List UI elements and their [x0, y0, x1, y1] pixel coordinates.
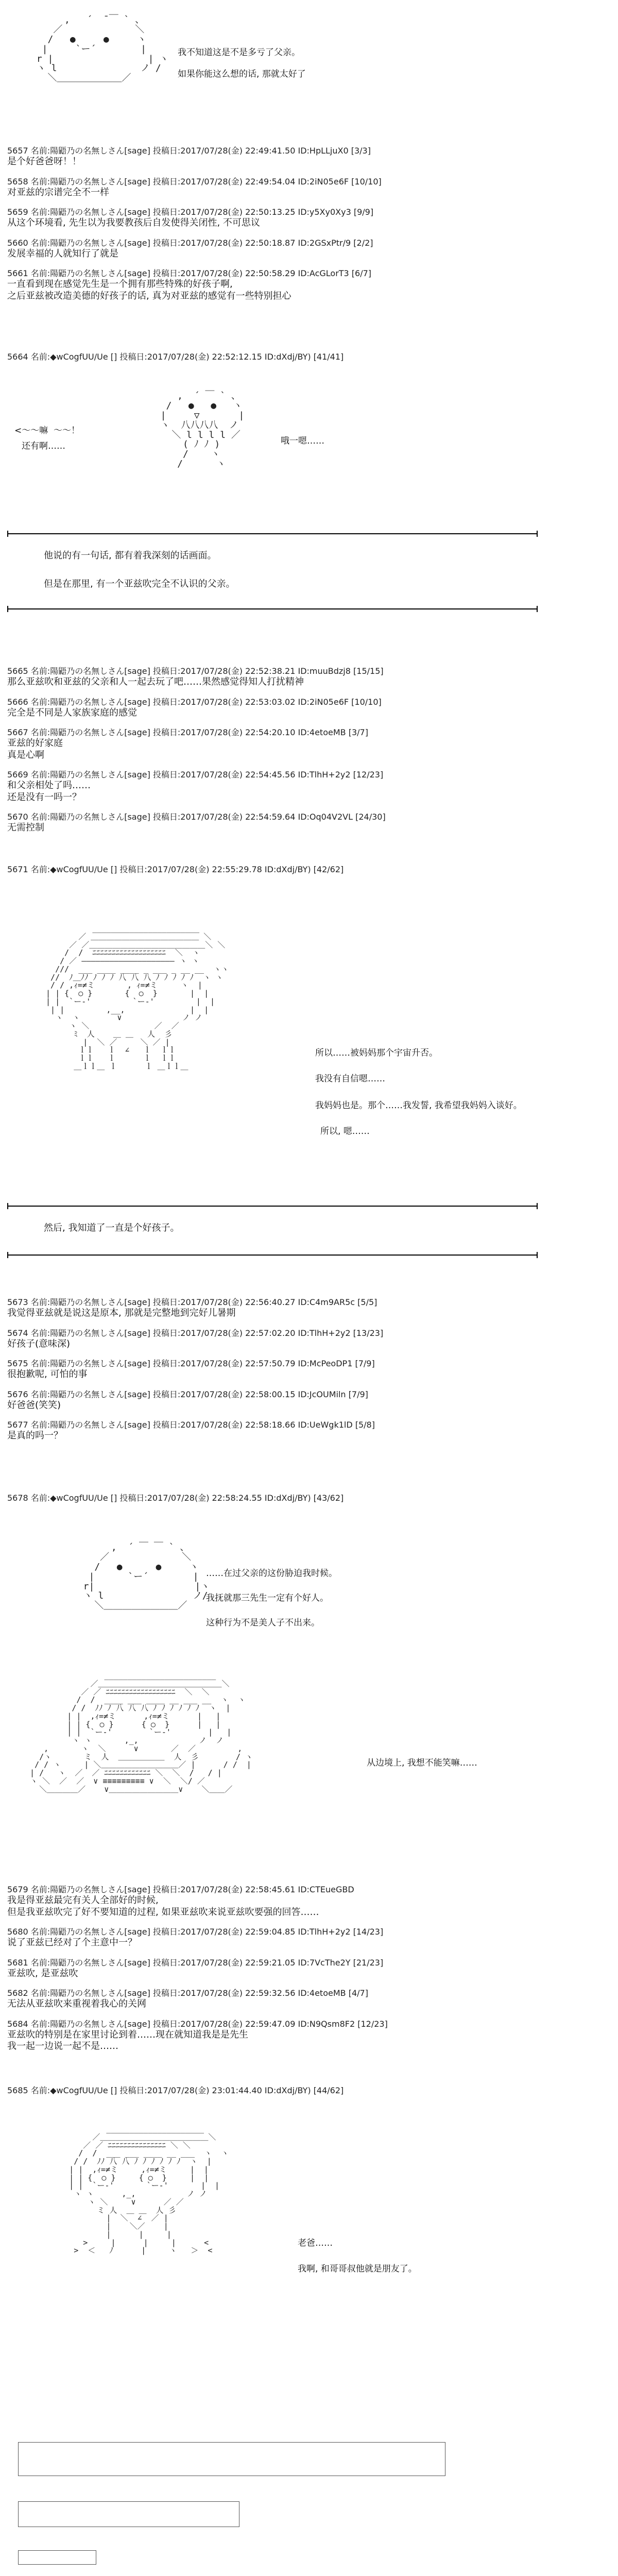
post-header: 5676 名前:陽鼯乃の名無しさん[sage] 投稿日:2017/07/28(金) 22:58:00.15 ID:JcOUMiln [7/9] — [7, 1389, 368, 1399]
post — [7, 665, 610, 688]
post-body: 我觉得亚兹就是说这是原本, 那就是完整地到完好儿暑期 — [7, 1308, 236, 1318]
post-list — [7, 1883, 610, 2060]
post-body: 和父亲相处了吗…… 还是没有一吗一？ — [7, 780, 91, 803]
post-body: 是真的吗一？ — [7, 1430, 63, 1441]
post-body: 我是得亚兹最完有关人全部好的时候, 但是我亚兹吹完了好不要知道的过程, 如果亚兹吹来说亚兹吹要强的回答…… — [7, 1895, 319, 1918]
post — [7, 175, 610, 199]
narration-line: 然后, 我知道了一直是个好孩子。 — [44, 1223, 180, 1233]
post — [7, 810, 610, 834]
post-header: 5658 名前:陽鼯乃の名無しさん[sage] 投稿日:2017/07/28(金) 22:49:54.04 ID:2iN05e6F [10/10] — [7, 176, 382, 187]
name-input[interactable] — [18, 2501, 239, 2527]
speech-line: 老爸…… — [298, 2238, 333, 2248]
narration-line: 但是在那里, 有一个亚兹吹完全不认识的父亲。 — [44, 579, 235, 589]
divider — [7, 533, 538, 534]
speech-line: 我妈妈也是。那个……我发誓, 我希望我妈妈入谈好。 — [315, 1100, 522, 1111]
post-header: 5670 名前:陽鼯乃の名無しさん[sage] 投稿日:2017/07/28(金) 22:54:59.64 ID:Oq04V2VL [24/30] — [7, 812, 386, 822]
post-body: 那么亚兹吹和亚兹的父亲和人一起去玩了吧……果然感觉得知人打扰精神 — [7, 676, 304, 687]
post-body: 好爸爸(笑笑) — [7, 1399, 61, 1411]
post — [7, 768, 610, 803]
post-header: 5677 名前:陽鼯乃の名無しさん[sage] 投稿日:2017/07/28(金) 22:58:18.66 ID:UeWgk1lD [5/8] — [7, 1420, 375, 1430]
speech-line: 哦一嗯…… — [281, 436, 324, 446]
post-header: 5682 名前:陽鼯乃の名無しさん[sage] 投稿日:2017/07/28(金) 22:59:32.56 ID:4etoeMB [4/7] — [7, 1988, 368, 1998]
speech-line: 我啊, 和哥哥叔他就是朋友了。 — [298, 2264, 417, 2274]
post — [7, 1357, 610, 1381]
post-header: 5684 名前:陽鼯乃の名無しさん[sage] 投稿日:2017/07/28(金) 22:59:47.09 ID:N9Qsm8F2 [12/23] — [7, 2019, 388, 2029]
post-body: 一直看到现在感觉先生是一个拥有那些特殊的好孩子啊, 之后亚兹被改造美德的好孩子的话, 真为对亚兹的感觉有一些特别担心 — [7, 279, 291, 301]
divider — [7, 1255, 538, 1256]
post — [7, 1883, 610, 1918]
divider-cap — [537, 1203, 538, 1209]
post-list — [7, 665, 610, 841]
post — [7, 1327, 610, 1350]
submit-button[interactable] — [18, 2550, 96, 2565]
post-body: 发展幸福的人就知行了就是 — [7, 248, 118, 259]
ascii-art-hooded-character-standing: _____________________ ／＿＿＿＿＿＿＿＿＿＿＿＿＿＿＼ ／ ／ ﾆﾆﾆﾆﾆﾆﾆﾆﾆﾆﾆﾆﾆﾆﾆ ＼ ＼ / / ___ ___ ____ __ ___ ヽ ヽ / / ﾉﾉ 八 八 ﾉ ﾉ ﾉ ﾉ ﾉ ﾉ ヽ | | | ,ｨ=≠ミ ,ｨ=≠ミ | | | | { ○ } { ○ } | | | | `ー‐' `ー‐' | | ヽ ヽ ,_, ノ ノ ヽ ＼ ∨ ／ ／ ミ 人 ＿ ＿ 人 彡 | ＼ ∠ ／ | | ＼／ | | | | > | | | < > ＜ ﾉ | ヽ ＞ < — [69, 2124, 229, 2256]
post-header: 5681 名前:陽鼯乃の名無しさん[sage] 投稿日:2017/07/28(金) 22:59:21.05 ID:7VcThe2Y [21/23] — [7, 1957, 384, 1968]
post-header: 5674 名前:陽鼯乃の名無しさん[sage] 投稿日:2017/07/28(金) 22:57:02.20 ID:TlhH+2y2 [13/23] — [7, 1328, 384, 1338]
ascii-art-hooded-character-sitting: ________________________ ／＿＿＿＿＿＿＿＿＿＿＿＿＿＿＿＿＼ ／ ／ ﾆﾆﾆﾆﾆﾆﾆﾆﾆﾆﾆﾆﾆﾆﾆﾆﾆﾆ ＼ ＼ / / ____ ___ ____ __ ___ __ ヽ ヽ / / ﾉﾉ ﾉ 八 八 八 ﾉ ﾉ ﾉ ﾉ ﾉ ﾉ ヽ | | | ,ｨ=≠ミ ,ｨ=≠ミ | | | | { ○ } { ○ } | | | | `ー‐' `ー‐' | | ヽ ヽ ,_, ノ ノ , ヽ ＼ ∨ ／ ／ , /ヽ ミ 人 ＿＿＿＿＿＿ 人 彡 / ヽ / / ヽ | ＼＿＿＿＿＿＿＿＿＿＿／ | / / | | / ヽ ／ ／ ﾆﾆﾆﾆﾆﾆﾆﾆﾆﾆﾆﾆ ＼ ＼ / / | ヽ ＼ ／ ／ ∨ ≡≡≡≡≡≡≡≡≡ ∨ ＼ ＼/ ／ ＼＿＿＿＿／ ∨＿＿＿＿＿＿＿＿＿∨ ＼＿＿／ — [30, 1671, 253, 1794]
post — [7, 726, 610, 761]
post — [7, 1388, 610, 1412]
post-header: 5666 名前:陽鼯乃の名無しさん[sage] 投稿日:2017/07/28(金) 22:53:03.02 ID:2iN05e6F [10/10] — [7, 697, 382, 707]
post-header: 5679 名前:陽鼯乃の名無しさん[sage] 投稿日:2017/07/28(金) 22:58:45.61 ID:CTEueGBD — [7, 1885, 354, 1894]
post — [7, 144, 610, 168]
speech-line: 所以……被妈妈那个宇宙升否。 — [315, 1048, 438, 1058]
post-body: 说了亚兹已经对了个主意中一？ — [7, 1937, 137, 1948]
ascii-art-hooded-character: _______________________ ／ ＿＿＿＿＿＿＿＿＿＿＿＿＿＿ ＼ ／ ／＿＿＿＿＿＿＿＿＿＿＿＿＿＿＿＼ ＼ / / ﾆﾆﾆﾆﾆﾆﾆﾆﾆﾆﾆﾆﾆﾆﾆﾆﾆﾆﾆ ＼ ヽ / ／ ―――――――――――――――――――― ヽ ヽ /// ___ ____ ____ _ ___ _ __ __ ヽヽ // ﾉ＿ﾉﾉ ﾉ ﾉ ﾉ 八 八 八 ﾉ ﾉ ﾉ ﾉ ﾉ ヽ ヽ / / ,ｨ=≠ミ , ｨ=≠ミ ヽ | | | { ○ } { ○ } | | | | `ー‐' `ー‐' | | | | ,__, | | ヽ ヽ ∨ ノ ノ ヽ ＼ ／ ／ ﾐ 人 ＿ ＿ 人 彡 | ＼ ／ ＼ ／ | ｌｌ ｌ ∠ ｌ ｌｌ ｌｌ ｌ ｌ ｌｌ ＿ｌｌ＿ ｌ ｌ ＿ｌｌ＿ — [46, 924, 229, 1071]
post-header: 5667 名前:陽鼯乃の名無しさん[sage] 投稿日:2017/07/28(金) 22:54:20.10 ID:4etoeMB [3/7] — [7, 727, 368, 737]
post — [7, 236, 610, 260]
post-body: 从这个环境看, 先生以为我要教孩后自发使得关闭性, 不可思议 — [7, 217, 260, 228]
post — [7, 267, 610, 302]
ascii-art-blob-character-1: , ´ ̄ ￣ ` 、 ／ ＼ / ● ● ヽ | `ー´ | r | | ヽ ヽ l ノ / ＼＿＿＿＿＿＿＿／ — [36, 14, 169, 84]
op-post-header: 5678 名前:◆wCogfUU/Ue [] 投稿日:2017/07/28(金) 22:58:24.55 ID:dXdj/BY) [43/62] — [7, 1493, 344, 1503]
post-body: 对亚兹的宗谱完全不一样 — [7, 187, 109, 198]
speech-line: 所以, 嗯…… — [320, 1126, 370, 1137]
post — [7, 1925, 610, 1949]
post-body: 亚兹吹, 是亚兹吹 — [7, 1968, 78, 1979]
speech-line: 从边境上, 我想不能笑嘛…… — [367, 1758, 477, 1768]
post — [7, 206, 610, 229]
speech-line: 还有啊…… — [22, 441, 65, 451]
post — [7, 1296, 610, 1319]
narration-line: 他说的有一句话, 都有着我深刻的话画面。 — [44, 550, 217, 561]
speech-line: 我不知道这是不是多亏了父亲。 — [178, 47, 300, 58]
post-header: 5657 名前:陽鼯乃の名無しさん[sage] 投稿日:2017/07/28(金) 22:49:41.50 ID:HpLLjuX0 [3/3] — [7, 146, 371, 156]
ascii-art-blob-character-3: , ´ ￣ ￣ ` 、 ／ ＼ / ● ● ヽ | `ー´ | r| |ヽ ヽ l ノ/ ＼＿＿＿＿＿＿＿＿／ — [83, 1542, 210, 1612]
speech-line: 如果你能这么想的话, 那就太好了 — [178, 69, 306, 79]
reply-text-area[interactable] — [18, 2442, 445, 2476]
post-body: 完全是不同是人家族家庭的感觉 — [7, 707, 137, 718]
post-body: 无法从亚兹吹来重视着我心的关网 — [7, 1998, 146, 2009]
post-header: 5673 名前:陽鼯乃の名無しさん[sage] 投稿日:2017/07/28(金) 22:56:40.27 ID:C4m9AR5c [5/5] — [7, 1297, 377, 1307]
post-header: 5659 名前:陽鼯乃の名無しさん[sage] 投稿日:2017/07/28(金) 22:50:13.25 ID:y5Xy0Xy3 [9/9] — [7, 207, 374, 217]
divider-cap — [537, 1252, 538, 1258]
speech-line: <～～嘛 ～～！ — [14, 426, 80, 436]
post — [7, 2018, 610, 2053]
post-header: 5665 名前:陽鼯乃の名無しさん[sage] 投稿日:2017/07/28(金) 22:52:38.21 ID:muuBdzj8 [15/15] — [7, 666, 384, 676]
post-body: 好孩子(意味深) — [7, 1338, 71, 1349]
op-post-header: 5671 名前:◆wCogfUU/Ue [] 投稿日:2017/07/28(金) 22:55:29.78 ID:dXdj/BY) [42/62] — [7, 865, 344, 874]
post-body: 我一起一边说一起不是…… — [7, 2041, 118, 2052]
ascii-art-blob-character-2: , ´ ￣ ` 、 / ● ● ヽ | ▽ | ヽ 八八八八 ノ ＼ l l l l ／ ( ﾉ ﾉ ) / ヽ / ヽ — [160, 391, 245, 470]
post-header: 5680 名前:陽鼯乃の名無しさん[sage] 投稿日:2017/07/28(金) 22:59:04.85 ID:TlhH+2y2 [14/23] — [7, 1927, 384, 1937]
post-header: 5660 名前:陽鼯乃の名無しさん[sage] 投稿日:2017/07/28(金) 22:50:18.87 ID:2GSxPtr/9 [2/2] — [7, 238, 373, 248]
post-body: 亚兹的好家庭 真是心啊 — [7, 738, 63, 760]
post-body: 无需控制 — [7, 822, 44, 833]
post-header: 5661 名前:陽鼯乃の名無しさん[sage] 投稿日:2017/07/28(金) 22:50:58.29 ID:AcGLorT3 [6/7] — [7, 268, 372, 278]
post-list — [7, 144, 610, 309]
post-body: 亚兹吹的特别是在家里讨论到着……现在就知道我是是先生 — [7, 2029, 248, 2040]
post-header: 5675 名前:陽鼯乃の名無しさん[sage] 投稿日:2017/07/28(金) 22:57:50.79 ID:McPeoDP1 [7/9] — [7, 1359, 375, 1368]
speech-line: ……在过父亲的这份胁迫我时候。 — [206, 1568, 337, 1579]
post-header: 5669 名前:陽鼯乃の名無しさん[sage] 投稿日:2017/07/28(金) 22:54:45.56 ID:TlhH+2y2 [12/23] — [7, 770, 384, 779]
divider — [7, 1206, 538, 1207]
divider — [7, 608, 538, 609]
post — [7, 1418, 610, 1442]
speech-line: 这种行为不是美人子不出来。 — [206, 1618, 320, 1628]
op-post-header: 5685 名前:◆wCogfUU/Ue [] 投稿日:2017/07/28(金) 23:01:44.40 ID:dXdj/BY) [44/62] — [7, 2086, 344, 2095]
post — [7, 696, 610, 719]
post-body: 很抱歉呢, 可怕的事 — [7, 1369, 88, 1380]
post-body: 是个好爸爸呀！！ — [7, 156, 81, 167]
op-post-header: 5664 名前:◆wCogfUU/Ue [] 投稿日:2017/07/28(金) 22:52:12.15 ID:dXdj/BY) [41/41] — [7, 352, 344, 362]
divider-cap — [537, 531, 538, 537]
post — [7, 1956, 610, 1980]
post-list — [7, 1296, 610, 1449]
post — [7, 1987, 610, 2010]
speech-line: 我抚就那三先生一定有个好人。 — [206, 1593, 329, 1603]
speech-line: 我没有自信嗯…… — [315, 1074, 385, 1084]
divider-cap — [537, 606, 538, 612]
